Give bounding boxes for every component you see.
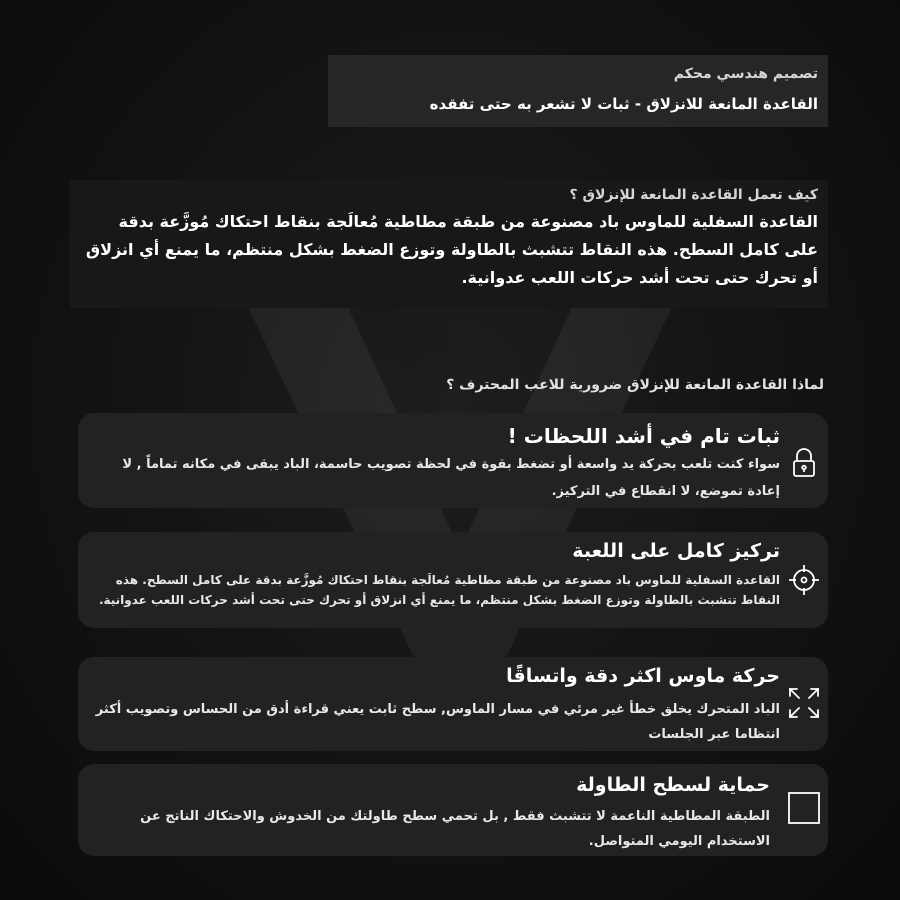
expand-arrows-icon [786, 685, 822, 721]
feature-card-stability [78, 413, 828, 508]
card-title: تركيز كامل على اللعبة [572, 540, 780, 562]
how-it-works-panel [70, 180, 828, 308]
how-it-works-body: القاعدة السفلية للماوس باد مصنوعة من طبقة مطاطية مُعالَجة بنقاط احتكاك مُوزَّعة بدقة على كامل السطح. هذه النقاط تتشبث بالطاولة وتوزع الضغط بشكل منتظم، ما يمنع أي انزلاق أو تحرك حتى تحت أشد حركات اللعب عدوانية. [85, 212, 818, 287]
header-subtitle: تصميم هندسي محكم [673, 66, 818, 82]
header-title: القاعدة المانعة للانزلاق - ثبات لا تشعر به حتى تفقده [429, 95, 818, 113]
card-body: الباد المتحرك يخلق خطأ غير مرئي في مسار الماوس, سطح ثابت يعني قراءة أدق من الحساس وتصويب أكثر انتظاما عبر الجلسات [95, 702, 780, 742]
card-body: سواء كنت تلعب بحركة يد واسعة أو تضغط بقوة في لحظة تصويب حاسمة، الباد يبقى في مكانه تماماً , لا إعادة تموضع، لا انقطاع في التركيز. [122, 457, 780, 499]
card-title: حركة ماوس اكثر دقة واتساقًا [506, 665, 780, 687]
card-body: القاعدة السفلية للماوس باد مصنوعة من طبقة مطاطية مُعالَجة بنقاط احتكاك مُوزَّعة بدقة على كامل السطح. هذه النقاط تتشبث بالطاولة وتوزع الضغط بشكل منتظم، ما يمنع أي انزلاق أو تحرك حتى تحت أشد حركات اللعب عدوانية. [98, 573, 780, 607]
feature-card-protection [78, 764, 828, 856]
how-it-works-question: كيف تعمل القاعدة المانعة للإنزلاق ؟ [569, 187, 818, 203]
card-title: حماية لسطح الطاولة [576, 774, 770, 796]
crosshair-icon [786, 562, 822, 598]
feature-card-focus [78, 532, 828, 628]
square-outline-icon [786, 790, 822, 826]
card-body: الطبقة المطاطية الناعمة لا تتشبث فقط , بل تحمي سطح طاولتك من الخدوش والاحتكاك الناتج عن الاستخدام اليومي المتواصل. [140, 809, 770, 849]
lock-icon [786, 445, 822, 481]
header-panel [328, 55, 828, 127]
why-question: لماذا القاعدة المانعة للإنزلاق ضرورية للاعب المحترف ؟ [446, 377, 824, 393]
feature-card-precision [78, 657, 828, 751]
card-title: ثبات تام في أشد اللحظات ! [507, 424, 780, 448]
